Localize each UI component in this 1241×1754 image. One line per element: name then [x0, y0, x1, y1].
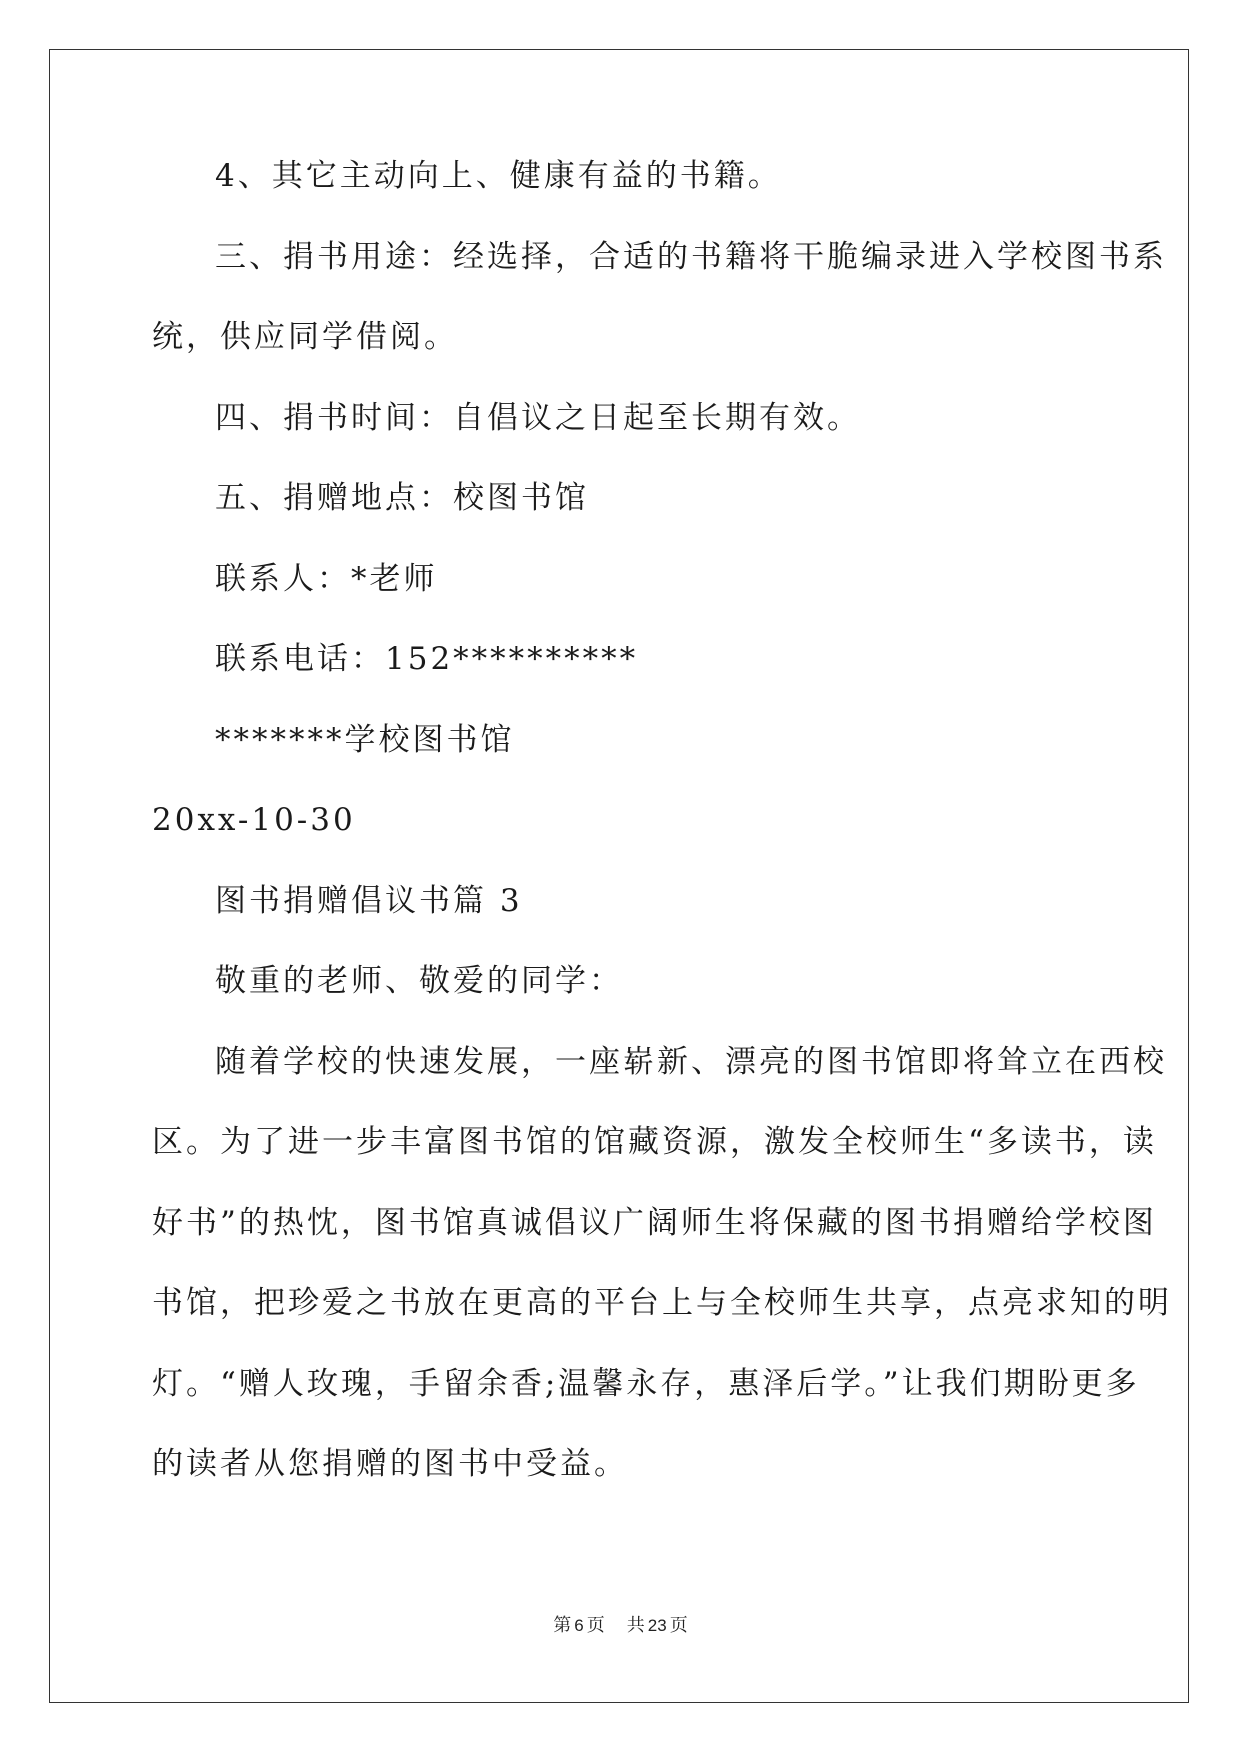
- document-body: [152, 155, 1172, 1524]
- text-line: *******学校图书馆: [215, 721, 515, 758]
- text-line: 四、捐书时间：自倡议之日起至长期有效。: [215, 399, 861, 436]
- page-prefix: 第: [553, 1615, 572, 1635]
- text-line: 区。为了进一步丰富图书馆的馆藏资源，激发全校师生“多读书，读: [152, 1124, 1157, 1160]
- text-line: 书馆，把珍爱之书放在更高的平台上与全校师生共享，点亮求知的明: [152, 1285, 1172, 1321]
- total-suffix: 页: [669, 1615, 688, 1635]
- text-line: 五、捐赠地点：校图书馆: [215, 480, 589, 516]
- text-line: 联系人：*老师: [215, 560, 438, 597]
- text-line: 统，供应同学借阅。: [152, 319, 458, 355]
- page-footer: [0, 1611, 1241, 1637]
- page-number: 6: [574, 1616, 584, 1635]
- date-line: 20xx-10-30: [152, 802, 356, 838]
- text-line: 灯。“赠人玫瑰，手留余香;温馨永存，惠泽后学。”让我们期盼更多: [152, 1365, 1140, 1402]
- text-line: 的读者从您捐赠的图书中受益。: [152, 1446, 628, 1482]
- text-line: 联系电话：152**********: [215, 641, 639, 677]
- salutation: 敬重的老师、敬爱的同学：: [215, 963, 623, 999]
- total-pages: 23: [647, 1616, 667, 1635]
- text-line: 随着学校的快速发展，一座崭新、漂亮的图书馆即将耸立在西校: [215, 1043, 1167, 1080]
- total-prefix: 共: [626, 1615, 645, 1635]
- section-title: 图书捐赠倡议书篇 3: [215, 882, 523, 919]
- text-line: 4、其它主动向上、健康有益的书籍。: [215, 158, 782, 194]
- text-line: 三、捐书用途：经选择，合适的书籍将干脆编录进入学校图书系: [215, 238, 1167, 275]
- page-suffix: 页: [586, 1615, 605, 1635]
- text-line: 好书”的热忱，图书馆真诚倡议广阔师生将保藏的图书捐赠给学校图: [152, 1204, 1157, 1241]
